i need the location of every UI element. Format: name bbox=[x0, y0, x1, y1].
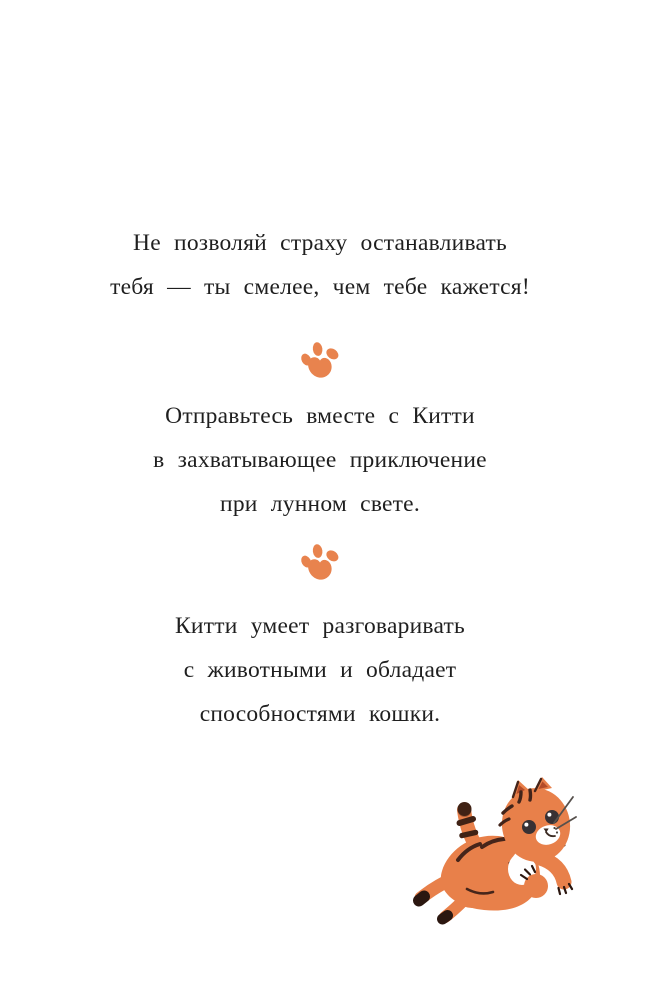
paragraph-courage bbox=[0, 221, 640, 309]
text-line: в захватывающее приключение bbox=[153, 447, 487, 473]
text-line: Китти умеет разговаривать bbox=[175, 613, 465, 639]
kitten-illustration bbox=[412, 776, 582, 951]
text-line: Отправьтесь вместе с Китти bbox=[165, 403, 475, 429]
text-line: Не позволяй страху останавливать bbox=[132, 230, 507, 256]
text-line: при лунном свете. bbox=[220, 491, 420, 517]
leaping-kitten-icon bbox=[412, 776, 582, 951]
paragraph-adventure bbox=[0, 394, 640, 526]
paw-print-icon bbox=[0, 543, 640, 583]
text-line: с животными и обладает bbox=[183, 657, 457, 683]
paw-print-icon bbox=[298, 341, 342, 381]
paw-print-icon bbox=[298, 543, 342, 583]
text-line: способностями кошки. bbox=[199, 701, 441, 727]
paw-print-icon bbox=[0, 341, 640, 381]
paragraph-kitty-powers bbox=[0, 604, 640, 736]
text-line: тебя — ты смелее, чем тебе кажется! bbox=[110, 274, 530, 300]
